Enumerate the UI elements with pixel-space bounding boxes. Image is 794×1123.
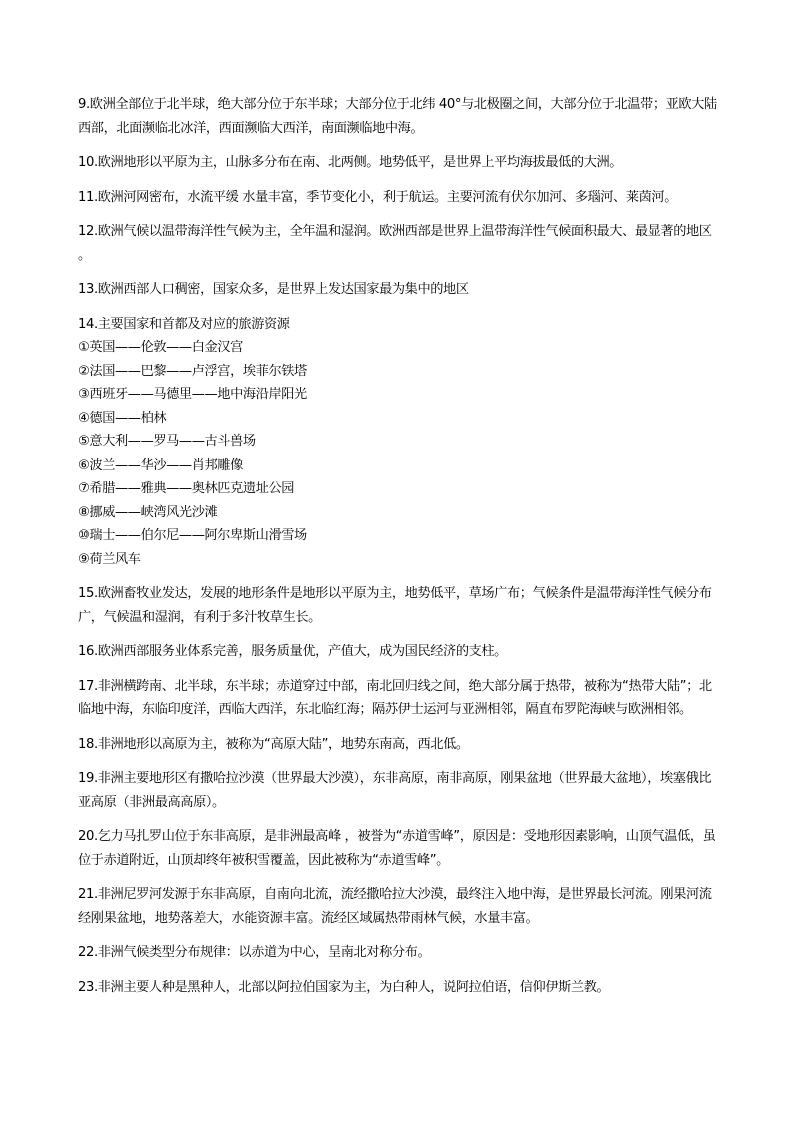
paragraph-17: 17.非洲横跨南、北半球，东半球；赤道穿过中部，南北回归线之间，绝大部分属于热带，被称为“热带大陆”；北临地中海，东临印度洋，西临大西洋，东北临红海；隔苏伊士运河与亚洲相邻，隔直布罗陀海峡与欧洲相邻。 (78, 678, 712, 717)
list-item: ⑦希腊——雅典——奥林匹克遗址公园 (78, 481, 295, 496)
list-item: ③西班牙——马德里——地中海沿岸阳光 (78, 387, 307, 402)
list-item: ⑥波兰——华沙——肖邦雕像 (78, 457, 243, 473)
document-page (78, 93, 718, 1010)
paragraph-13: 13.欧洲西部人口稠密，国家众多，是世界上发达国家最为集中的地区 (78, 282, 469, 297)
paragraph-23: 23.非洲主要人种是黑种人，北部以阿拉伯国家为主，为白种人，说阿拉伯语，信仰伊斯兰教。 (78, 979, 610, 995)
paragraph-12: 12.欧洲气候以温带海洋性气候为主，全年温和湿润。欧洲西部是世界上温带海洋性气候面积最大、最显著的地区 。 (78, 224, 712, 263)
paragraph-15: 15.欧洲畜牧业发达，发展的地形条件是地形以平原为主，地势低平，草场广布；气候条件是温带海洋性气候分布广，气候温和湿润，有利于多汁牧草生长。 (78, 586, 712, 625)
list-item: ⑧挪威——峡湾风光沙滩 (78, 504, 218, 520)
paragraph-19: 19.非洲主要地形区有撒哈拉沙漠（世界最大沙漠），东非高原，南非高原，刚果盆地（世界最大盆地），埃塞俄比亚高原（非洲最高高原）。 (78, 771, 712, 810)
list-item: ②法国——巴黎——卢浮宫，埃菲尔铁塔 (78, 363, 307, 379)
paragraph-11: 11.欧洲河网密布，水流平缓 水量丰富，季节变化小，利于航运。主要河流有伏尔加河、多瑙河、莱茵河。 (78, 189, 677, 205)
paragraph-16: 16.欧洲西部服务业体系完善，服务质量优，产值大，成为国民经济的支柱。 (78, 644, 507, 659)
paragraph-21: 21.非洲尼罗河发源于东非高原，自南向北流，流经撒哈拉大沙漠，最终注入地中海，是世界最长河流。刚果河流经刚果盆地，地势落差大，水能资源丰富。流经区域属热带雨林气候，水量丰富。 (78, 887, 712, 926)
paragraph-22: 22.非洲气候类型分布规律：以赤道为中心，呈南北对称分布。 (78, 945, 431, 960)
list-item: ⑨荷兰风车 (78, 551, 141, 567)
paragraph-18: 18.非洲地形以高原为主，被称为“高原大陆”，地势东南高，西北低。 (78, 736, 469, 752)
list-item: ④德国——柏林 (78, 410, 167, 426)
list-item: ①英国——伦敦——白金汉宫 (78, 340, 243, 355)
paragraph-10: 10.欧洲地形以平原为主，山脉多分布在南、北两侧。地势低平，是世界上平均海拔最低的大洲。 (78, 155, 623, 170)
paragraph-20: 20.乞力马扎罗山位于东非高原，是非洲最高峰 ，被誉为“赤道雪峰”，原因是：受地形因素影响，山顶气温低，虽位于赤道附近，山顶却终年被积雪覆盖，因此被称为“赤道雪峰”。 (78, 829, 716, 868)
list-item: ⑤意大利——罗马——古斗兽场 (78, 434, 256, 449)
list-title-14: 14.主要国家和首都及对应的旅游资源 (78, 316, 290, 332)
paragraph-9: 9.欧洲全部位于北半球，绝大部分位于东半球；大部分位于北纬 40°与北极圈之间，大部分位于北温带；亚欧大陆西部，北面濒临北冰洋，西面濒临大西洋，南面濒临地中海。 (78, 97, 717, 136)
list-item: ⑩瑞士——伯尔尼——阿尔卑斯山滑雪场 (78, 528, 307, 543)
country-capital-list (78, 336, 718, 571)
